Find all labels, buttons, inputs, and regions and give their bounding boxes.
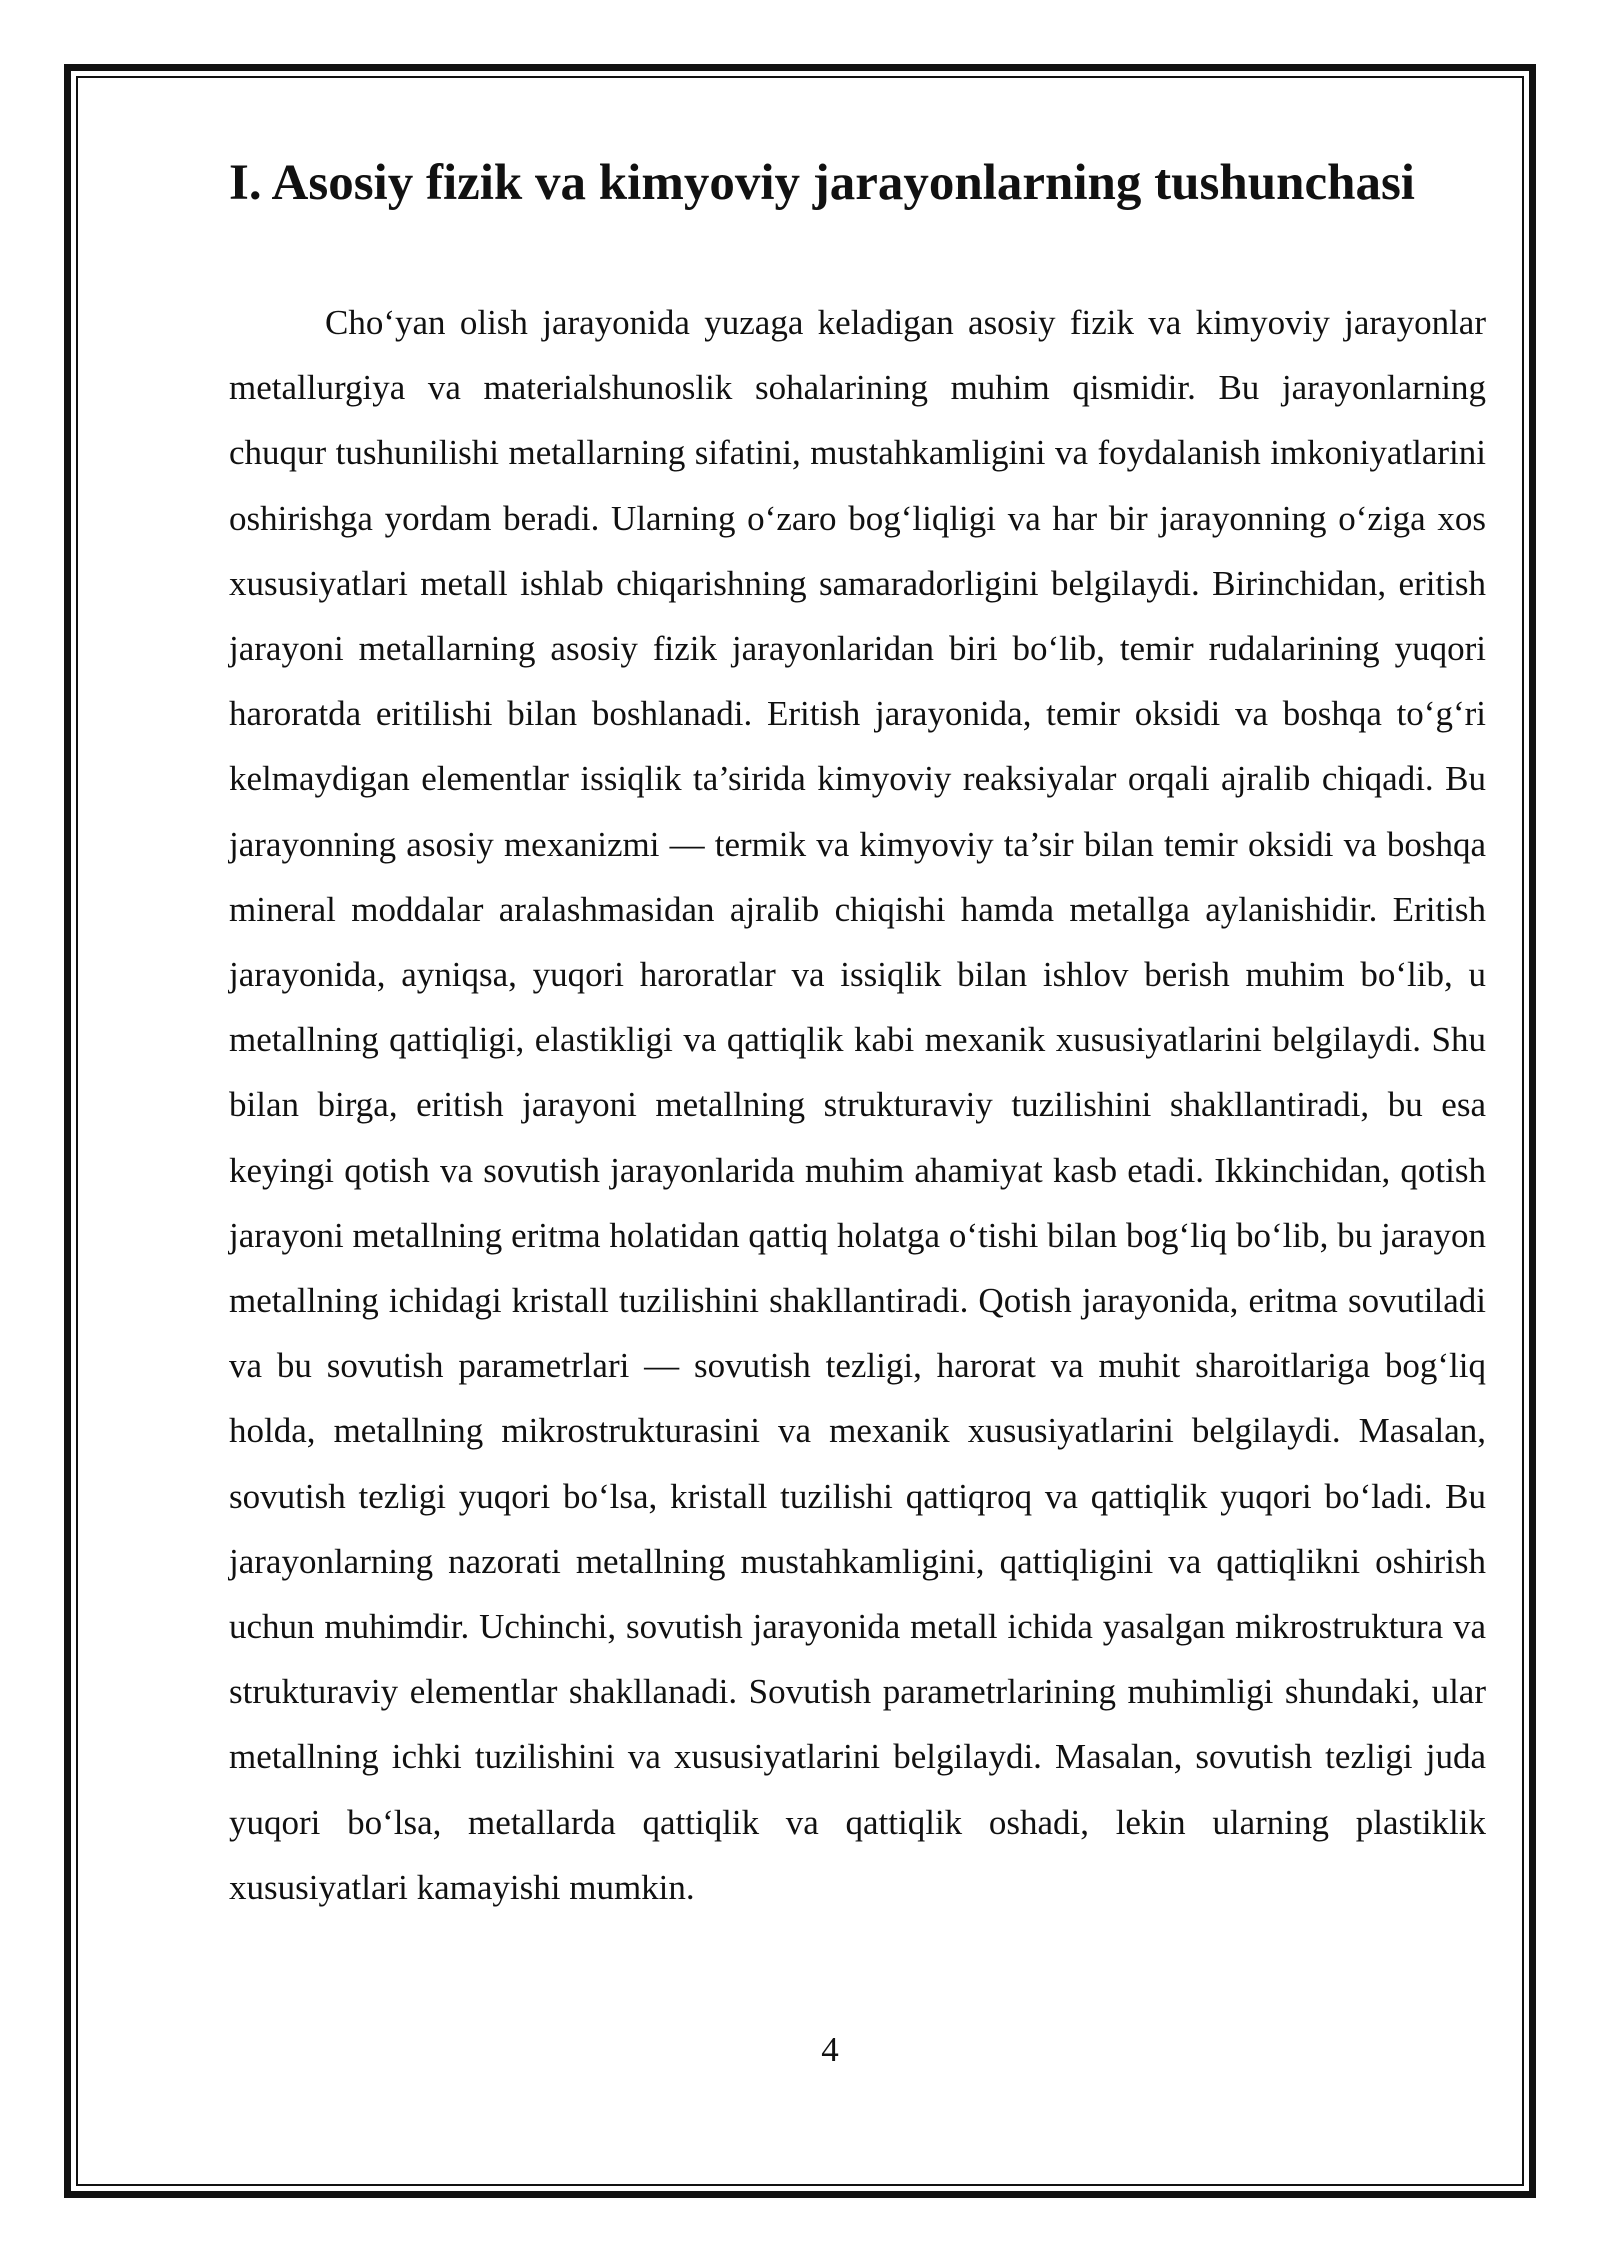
body-paragraph: Cho‘yan olish jarayonida yuzaga keladigan asosiy fizik va kimyoviy jarayonlar metallurgiya va materialshunoslik sohalarining muhim qismidir. Bu jarayonlarning chuqur tushunilishi metallarning sifatini, mustahkamligini va foydalanish imkoniyatlarini oshirishga yordam beradi. Ularning o‘zaro bog‘liqligi va har bir jarayonning o‘ziga xos xususiyatlari metall ishlab chiqarishning samaradorligini belgilaydi. Birinchidan, eritish jarayoni metallarning asosiy fizik jarayonlaridan biri bo‘lib, temir rudalarining yuqori haroratda eritilishi bilan boshlanadi. Eritish jarayonida, temir oksidi va boshqa to‘g‘ri kelmaydigan elementlar issiqlik ta’sirida kimyoviy reaksiyalar orqali ajralib chiqadi. Bu jarayonning asosiy mexanizmi — termik va kimyoviy ta’sir bilan temir oksidi va boshqa mineral moddalar aralashmasidan ajralib chiqishi hamda metallga aylanishidir. Eritish jarayonida, ayniqsa, yuqori haroratlar va issiqlik bilan ishlov berish muhim bo‘lib, u metallning qattiqligi, elastikligi va qattiqlik kabi mexanik xususiyatlarini belgilaydi. Shu bilan birga, eritish jarayoni metallning strukturaviy tuzilishini shakllantiradi, bu esa keyingi qotish va sovutish jarayonlarida muhim ahamiyat kasb etadi. Ikkinchidan, qotish jarayoni metallning eritma holatidan qattiq holatga o‘tishi bilan bog‘liq bo‘lib, bu jarayon metallning ichidagi kristall tuzilishini shakllantiradi. Qotish jarayonida, eritma sovutiladi va bu sovutish parametrlari — sovutish tezligi, harorat va muhit sharoitlariga bog‘liq holda, metallning mikrostrukturasini va mexanik xususiyatlarini belgilaydi. Masalan, sovutish tezligi yuqori bo‘lsa, kristall tuzilishi qattiqroq va qattiqlik yuqori bo‘ladi. Bu jarayonlarning nazorati metallning mustahkamligini, qattiqligini va qattiqlikni oshirish uchun muhimdir. Uchinchi, sovutish jarayonida metall ichida yasalgan mikrostruktura va strukturaviy elementlar shakllanadi. Sovutish parametrlarining muhimligi shundaki, ular metallning ichki tuzilishini va xususiyatlarini belgilaydi. Masalan, sovutish tezligi juda yuqori bo‘lsa, metallarda qattiqlik va qattiqlik oshadi, lekin ularning plastiklik xususiyatlari kamayishi mumkin.: [229, 303, 1486, 1907]
page-number: 4: [821, 2030, 839, 2069]
section-title: I. Asosiy fizik va kimyoviy jarayonlarning tushunchasi: [229, 155, 1415, 211]
page-content: [229, 148, 1486, 1907]
